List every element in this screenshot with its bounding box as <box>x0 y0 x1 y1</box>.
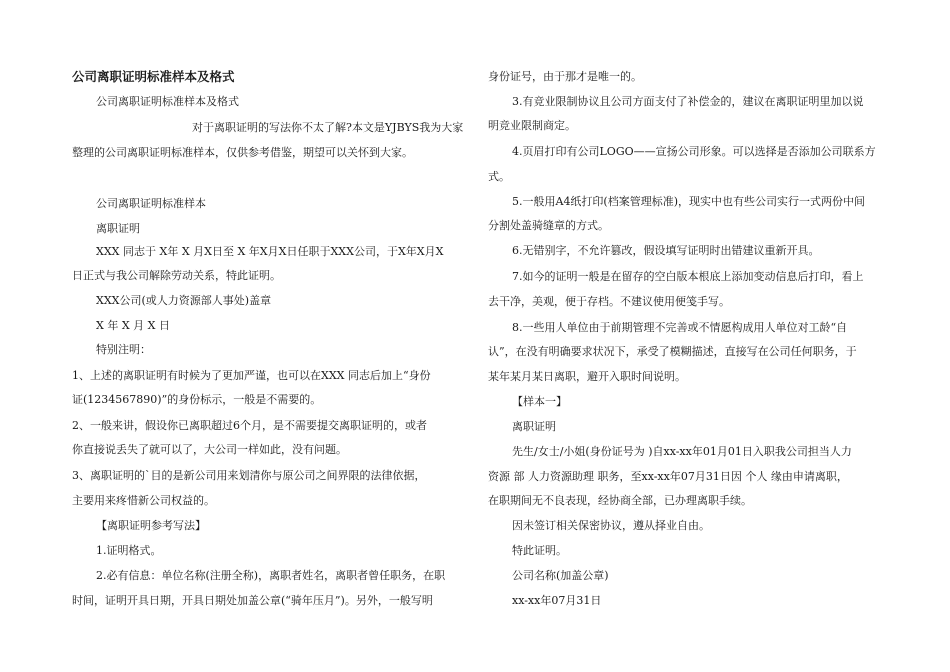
sample-body-3: 在职期间无不良表现，经协商全部，已办理离职手续。 <box>488 494 752 507</box>
sample-date: xx-xx年07月31日 <box>512 594 602 607</box>
note-1-line-1: 1、上述的离职证明有时候为了更加严谨，也可以在XXX 同志后加上“身份 <box>72 369 431 382</box>
reference-item-1: 1.证明格式。 <box>96 544 162 557</box>
reference-item-8-line-2: 认”，在没有明确要求状况下，承受了模糊描述，直接写在公司任何职务，于 <box>488 345 857 358</box>
certificate-date: X 年 X 月 X 日 <box>96 319 170 332</box>
certificate-heading: 离职证明 <box>96 222 140 235</box>
sample-company-seal: 公司名称(加盖公章) <box>512 569 609 582</box>
certificate-body-1: XXX 同志于 X年 X 月X日至 X 年X月X日任职于XXX公司，于X年X月X <box>96 245 444 258</box>
reference-heading: 【离职证明参考写法】 <box>96 519 206 532</box>
reference-item-5-line-2: 分割处盖骑缝章的方式。 <box>488 219 609 232</box>
reference-item-6: 6.无错别字，不允许篡改，假设填写证明时出错建议重新开具。 <box>512 244 820 257</box>
sample-one-heading: 【样本一】 <box>512 395 567 408</box>
certificate-seal: XXX公司(或人力资源部人事处)盖章 <box>96 294 272 307</box>
section-heading: 公司离职证明标准样本 <box>96 197 206 210</box>
reference-item-4-line-1: 4.页眉打印有公司LOGO——宣扬公司形象。可以选择是否添加公司联系方 <box>512 145 876 158</box>
note-3-line-2: 主要用来疼惜新公司权益的。 <box>72 494 215 507</box>
reference-item-3-line-1: 3.有竞业限制协议且公司方面支付了补偿金的，建议在离职证明里加以说 <box>512 95 864 108</box>
reference-item-7-line-1: 7.如今的证明一般是在留存的空白版本根底上添加变动信息后打印，看上 <box>512 270 864 283</box>
reference-item-4-line-2: 式。 <box>488 170 510 183</box>
certificate-body-2: 日正式与我公司解除劳动关系，特此证明。 <box>72 269 281 282</box>
sample-body-1: 先生/女士/小姐(身份证号为 )自xx-xx年01月01日入职我公司担当人力 <box>512 445 852 458</box>
reference-item-2-line-2: 时间，证明开具日期，开具日期处加盖公章(“骑年压月”)。另外，一般写明 <box>72 594 433 607</box>
reference-item-5-line-1: 5.一般用A4纸打印(档案管理标准)，现实中也有些公司实行一式两份中间 <box>512 195 866 208</box>
sample-certificate-heading: 离职证明 <box>512 420 556 433</box>
reference-item-3-line-2: 明竞业限制商定。 <box>488 119 576 132</box>
special-notes-heading: 特别注明： <box>96 343 151 356</box>
note-1-line-2: 证(1234567890)”的身份标示，一般是不需要的。 <box>72 393 322 406</box>
reference-item-8-line-3: 某年某月某日离职，避开入职时间说明。 <box>488 370 686 383</box>
intro-line-1: 对于离职证明的写法你不太了解?本文是YJBYS我为大家 <box>192 121 464 134</box>
note-2-line-1: 2、一般来讲，假设你已离职超过6个月，是不需要提交离职证明的，或者 <box>72 419 427 432</box>
document-title: 公司离职证明标准样本及格式 <box>72 69 235 84</box>
note-2-line-2: 你直接说丢失了就可以了，大公司一样如此，没有问题。 <box>72 443 347 456</box>
continuation-line: 身份证号，由于那才是唯一的。 <box>488 70 642 83</box>
subtitle-line: 公司离职证明标准样本及格式 <box>96 95 239 108</box>
note-3-line-1: 3、离职证明的`目的是新公司用来划清你与原公司之间界限的法律依据， <box>72 469 426 482</box>
reference-item-8-line-1: 8.一些用人单位由于前期管理不完善或不情愿构成用人单位对工龄“自 <box>512 321 848 334</box>
reference-item-2-line-1: 2.必有信息：单位名称(注册全称)，离职者姓名，离职者曾任职务，在职 <box>96 569 446 582</box>
sample-body-4: 因未签订相关保密协议，遵从择业自由。 <box>512 519 710 532</box>
reference-item-7-line-2: 去干净，美观，便于存档。不建议使用便笺手写。 <box>488 295 730 308</box>
sample-body-2: 资源 部 人力资源助理 职务，至xx-xx年07月31日因 个人 缘由申请离职， <box>488 470 848 483</box>
intro-line-2: 整理的公司离职证明标准样本，仅供参考借鉴，期望可以关怀到大家。 <box>72 146 413 159</box>
sample-closing: 特此证明。 <box>512 544 567 557</box>
